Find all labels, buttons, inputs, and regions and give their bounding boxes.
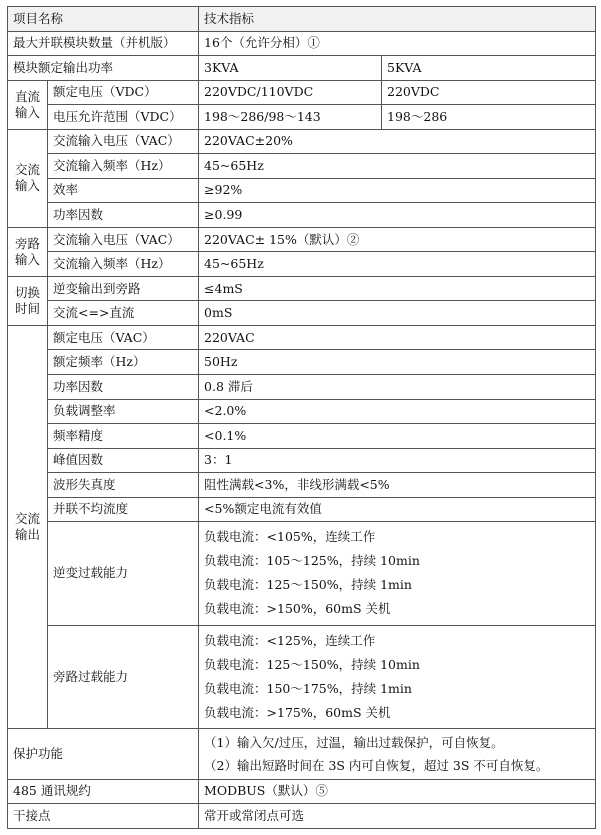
table-row [8,522,596,626]
row-value: <0.1% [199,424,596,449]
group-dc-input: 直流 输入 [8,80,48,129]
overload-line: 负载电流：105～125%，持续 10min [204,553,420,569]
row-label: 效率 [48,178,199,203]
overload-line: 负载电流：<105%，连续工作 [204,529,376,545]
table-row [8,105,596,130]
overload-line: 负载电流：<125%，连续工作 [204,633,376,649]
row-label: 额定电压（VDC） [48,80,199,105]
value-5kva: 220VDC [382,80,596,105]
table-row [8,203,596,228]
table-row [8,729,596,779]
table-row [8,252,596,277]
table-row [8,804,596,829]
table-row [8,374,596,399]
table-row [8,399,596,424]
row-value: 50Hz [199,350,596,375]
row-value: ≤4mS [199,276,596,301]
table-row [8,276,596,301]
group-ac-input: 交流 输入 [8,129,48,227]
row-label: 旁路过载能力 [48,625,199,729]
row-value: 220VAC± 15%（默认）② [199,227,596,252]
table-row [8,56,596,81]
table-row [8,301,596,326]
row-label: 额定电压（VAC） [48,325,199,350]
row-label: 功率因数 [48,203,199,228]
table-row [8,154,596,179]
row-label: 最大并联模块数量（并机版） [8,31,199,56]
row-label: 额定频率（Hz） [48,350,199,375]
table-row [8,473,596,498]
table-row [8,350,596,375]
header-spec: 技术指标 [199,7,596,32]
row-label: 交流<=>直流 [48,301,199,326]
value-3kva: 198～286/98～143 [199,105,382,130]
value-5kva: 198～286 [382,105,596,130]
row-label: 交流输入电压（VAC） [48,129,199,154]
bypass-overload-lines [199,625,596,729]
row-value: 16个（允许分相）① [199,31,596,56]
table-row [8,325,596,350]
header-item: 项目名称 [8,7,199,32]
table-row [8,497,596,522]
group-ac-output: 交流 输出 [8,325,48,729]
inverter-overload-lines [199,522,596,626]
table-row [8,227,596,252]
row-value: MODBUS（默认）⑤ [199,779,596,804]
row-value: ≥0.99 [199,203,596,228]
table-row [8,31,596,56]
row-label: 逆变过载能力 [48,522,199,626]
row-value: 3：1 [199,448,596,473]
row-value: 0.8 滞后 [199,374,596,399]
spec-table [7,6,596,829]
row-label: 交流输入频率（Hz） [48,252,199,277]
row-label: 峰值因数 [48,448,199,473]
row-label: 波形失真度 [48,473,199,498]
table-row [8,779,596,804]
row-value: ≥92% [199,178,596,203]
row-label: 485 通讯规约 [8,779,199,804]
row-label: 负载调整率 [48,399,199,424]
protection-line: （2）输出短路时间在 3S 内可自恢复，超过 3S 不可自恢复。 [204,758,549,774]
row-label: 保护功能 [8,729,199,779]
table-row [8,129,596,154]
protection-lines [199,729,596,779]
table-row [8,178,596,203]
row-label: 功率因数 [48,374,199,399]
value-3kva: 220VDC/110VDC [199,80,382,105]
row-label: 逆变输出到旁路 [48,276,199,301]
table-row [8,424,596,449]
row-value: <5%额定电流有效值 [199,497,596,522]
row-label: 频率精度 [48,424,199,449]
table-header [8,7,596,32]
row-label: 并联不均流度 [48,497,199,522]
row-label: 交流输入电压（VAC） [48,227,199,252]
group-bypass-input: 旁路 输入 [8,227,48,276]
protection-line: （1）输入欠/过压，过温，输出过载保护，可自恢复。 [204,735,504,751]
row-value: <2.0% [199,399,596,424]
row-value: 220VAC [199,325,596,350]
row-value: 220VAC±20% [199,129,596,154]
row-label: 模块额定输出功率 [8,56,199,81]
col-3kva: 3KVA [199,56,382,81]
overload-line: 负载电流：125～150%，持续 10min [204,657,420,673]
row-value: 常开或常闭点可选 [199,804,596,829]
overload-line: 负载电流：150～175%，持续 1min [204,681,412,697]
overload-line: 负载电流：>150%，60mS 关机 [204,601,391,617]
row-value: 0mS [199,301,596,326]
row-value: 45~65Hz [199,154,596,179]
row-label: 交流输入频率（Hz） [48,154,199,179]
table-row [8,625,596,729]
row-label: 干接点 [8,804,199,829]
col-5kva: 5KVA [382,56,596,81]
table-row [8,80,596,105]
table-row [8,448,596,473]
row-value: 45~65Hz [199,252,596,277]
row-label: 电压允许范围（VDC） [48,105,199,130]
row-value: 阻性满载<3%，非线形满载<5% [199,473,596,498]
overload-line: 负载电流：125～150%，持续 1min [204,577,412,593]
group-switch-time: 切换 时间 [8,276,48,325]
overload-line: 负载电流：>175%，60mS 关机 [204,705,391,721]
